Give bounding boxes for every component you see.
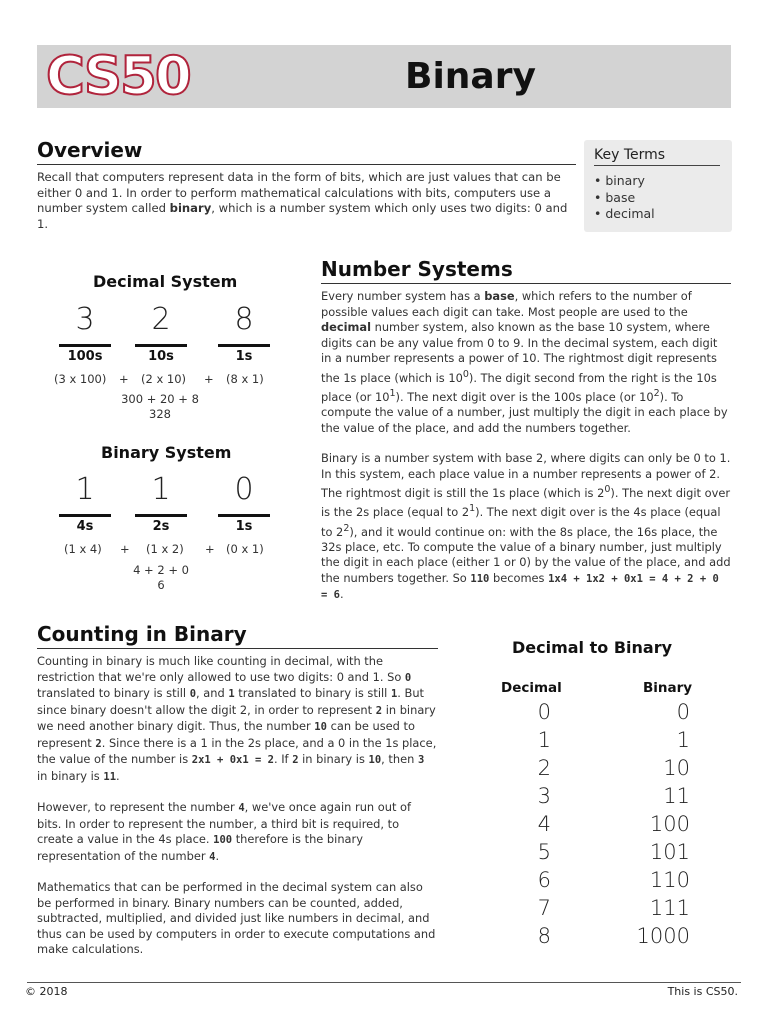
place-bar — [59, 514, 111, 517]
decimal-cell: 2 — [537, 756, 551, 780]
place-label: 10s — [148, 349, 174, 364]
key-terms-list — [594, 173, 655, 223]
calc-plus: + — [120, 542, 130, 556]
place-bar — [218, 344, 270, 347]
decimal-cell: 1 — [537, 728, 551, 752]
overview-heading: Overview — [37, 138, 576, 165]
binary-result: 6 — [157, 578, 165, 592]
key-terms-box — [584, 140, 732, 232]
table-row — [495, 840, 695, 868]
binary-cell: 0 — [676, 700, 690, 724]
decimal-sum: 300 + 20 + 8 — [121, 392, 199, 406]
key-term-item: • binary — [594, 173, 645, 188]
footer-tagline: This is CS50. — [667, 985, 738, 998]
place-label: 100s — [67, 349, 103, 364]
key-term-item: • decimal — [594, 206, 655, 221]
number-systems-section — [321, 257, 731, 604]
decimal-digit: 2 — [151, 302, 171, 337]
table-row — [495, 924, 695, 952]
decimal-cell: 0 — [537, 700, 551, 724]
header-banner — [37, 45, 731, 108]
place-label: 1s — [235, 519, 253, 534]
binary-cell: 10 — [663, 756, 690, 780]
counting-heading: Counting in Binary — [37, 622, 438, 649]
decimal-cell: 4 — [537, 812, 551, 836]
place-bar — [218, 514, 270, 517]
decimal-digit: 3 — [75, 302, 95, 337]
decimal-system-title: Decimal System — [93, 272, 238, 291]
calc-term: (8 x 1) — [226, 372, 264, 386]
cs50-logo: CS50 — [46, 46, 190, 107]
binary-cell: 1 — [676, 728, 690, 752]
table-row — [495, 756, 695, 784]
place-label: 4s — [76, 519, 94, 534]
footer-copyright: © 2018 — [25, 985, 68, 998]
binary-cell: 100 — [649, 812, 690, 836]
table-row — [495, 868, 695, 896]
binary-digit: 0 — [234, 472, 254, 507]
number-systems-paragraph: Binary is a number system with base 2, where digits can only be 0 to 1. In this system, each place value in a number represents a power of 2. The rightmost digit is still the 1s place (which is $2^0$). The next digit over is the 2s place (equal to $2^1$). The next digit over is the 4s place (equal to $2^2$), and it would continue on: with the 8s place, the 16s place, the 32s place, etc. To compute the value of a binary number, just multiply the digit in each place (either 1 or 0) by the value of the place, and add the numbers together. So 110 becomes 1x4 + 1x2 + 0x1 = 4 + 2 + 0 = 6. — [321, 451, 731, 602]
binary-cell: 111 — [649, 896, 690, 920]
column-header-binary: Binary — [643, 680, 693, 696]
counting-section — [37, 622, 438, 958]
calc-plus: + — [119, 372, 129, 386]
key-terms-title: Key Terms — [594, 147, 720, 166]
calc-term: (2 x 10) — [141, 372, 187, 386]
counting-paragraph: Mathematics that can be performed in the decimal system can also be performed in binary. Binary numbers can be counted, added, subtracted, multiplied, and divided just like numbers in decimal, and thus can be used by computers in order to execute computations and make calculations. — [37, 880, 436, 956]
binary-cell: 1000 — [636, 924, 690, 948]
decimal-digit: 8 — [234, 302, 254, 337]
decimal-cell: 6 — [537, 868, 551, 892]
place-bar — [135, 344, 187, 347]
table-row — [495, 784, 695, 812]
number-systems-heading: Number Systems — [321, 257, 731, 284]
binary-digit: 1 — [151, 472, 171, 507]
key-term-item: • base — [594, 189, 636, 205]
decimal-cell: 5 — [537, 840, 551, 864]
table-row — [495, 812, 695, 840]
binary-digit: 1 — [75, 472, 95, 507]
place-label: 2s — [152, 519, 170, 534]
decimal-to-binary-title: Decimal to Binary — [511, 638, 673, 657]
binary-cell: 11 — [663, 784, 690, 808]
decimal-cell: 3 — [537, 784, 551, 808]
table-row — [495, 896, 695, 924]
place-label: 1s — [235, 349, 253, 364]
place-bar — [135, 514, 187, 517]
binary-system-title: Binary System — [101, 443, 232, 462]
decimal-result: 328 — [149, 407, 171, 421]
table-row — [495, 700, 695, 728]
binary-cell: 101 — [649, 840, 690, 864]
calc-term: (1 x 4) — [64, 542, 102, 556]
number-systems-paragraph: Every number system has a base, which refers to the number of possible values each digit can take. Most people are used to the decimal number system, also known as the base 10 system, where digits can be any value from 0 to 9. In the decimal system, each digit in a number represents a power of 10. The rightmost digit represents the 1s place (which is $10^0$). The digit second from the right is the 10s place (or $10^1$). The next digit over is the 100s place (or $10^2$). To compute the value of a number, just multiply the digit in each place by the value of the place, and add the numbers together. — [321, 289, 728, 435]
calc-term: (1 x 2) — [146, 542, 184, 556]
binary-sum: 4 + 2 + 0 — [133, 563, 189, 577]
counting-paragraph: However, to represent the number 4, we've once again run out of bits. In order to represent the number, a third bit is required, to create a value in the 4s place. 100 therefore is the binary representation of the number 4. — [37, 800, 412, 863]
column-header-decimal: Decimal — [501, 680, 562, 696]
calc-plus: + — [204, 372, 214, 386]
overview-paragraph: Recall that computers represent data in the form of bits, which are just values that can be either 0 and 1. In order to perform mathematical calculations with bits, computers use a number system called binary, which is a number system which only uses two digits: 0 and 1. — [37, 170, 568, 231]
calc-plus: + — [205, 542, 215, 556]
counting-paragraph: Counting in binary is much like counting in decimal, with the restriction that we're only allowed to use two digits: 0 and 1. So 0 translated to binary is still 0, and 1 translated to binary is still 1. But since binary doesn't allow the digit 2, in order to represent 2 in binary we need another binary digit. Thus, the number 10 can be used to represent 2. Since there is a 1 in the 2s place, and a 0 in the 1s place, the value of the number is 2x1 + 0x1 = 2. If 2 in binary is 10, then 3 in binary is 11. — [37, 654, 437, 783]
calc-term: (0 x 1) — [226, 542, 264, 556]
calc-term: (3 x 100) — [54, 372, 107, 386]
decimal-cell: 8 — [537, 924, 551, 948]
binary-cell: 110 — [649, 868, 690, 892]
overview-section — [37, 138, 576, 232]
place-bar — [59, 344, 111, 347]
decimal-cell: 7 — [537, 896, 551, 920]
table-row — [495, 728, 695, 756]
footer-divider — [27, 982, 741, 983]
page-title: Binary — [405, 56, 536, 97]
